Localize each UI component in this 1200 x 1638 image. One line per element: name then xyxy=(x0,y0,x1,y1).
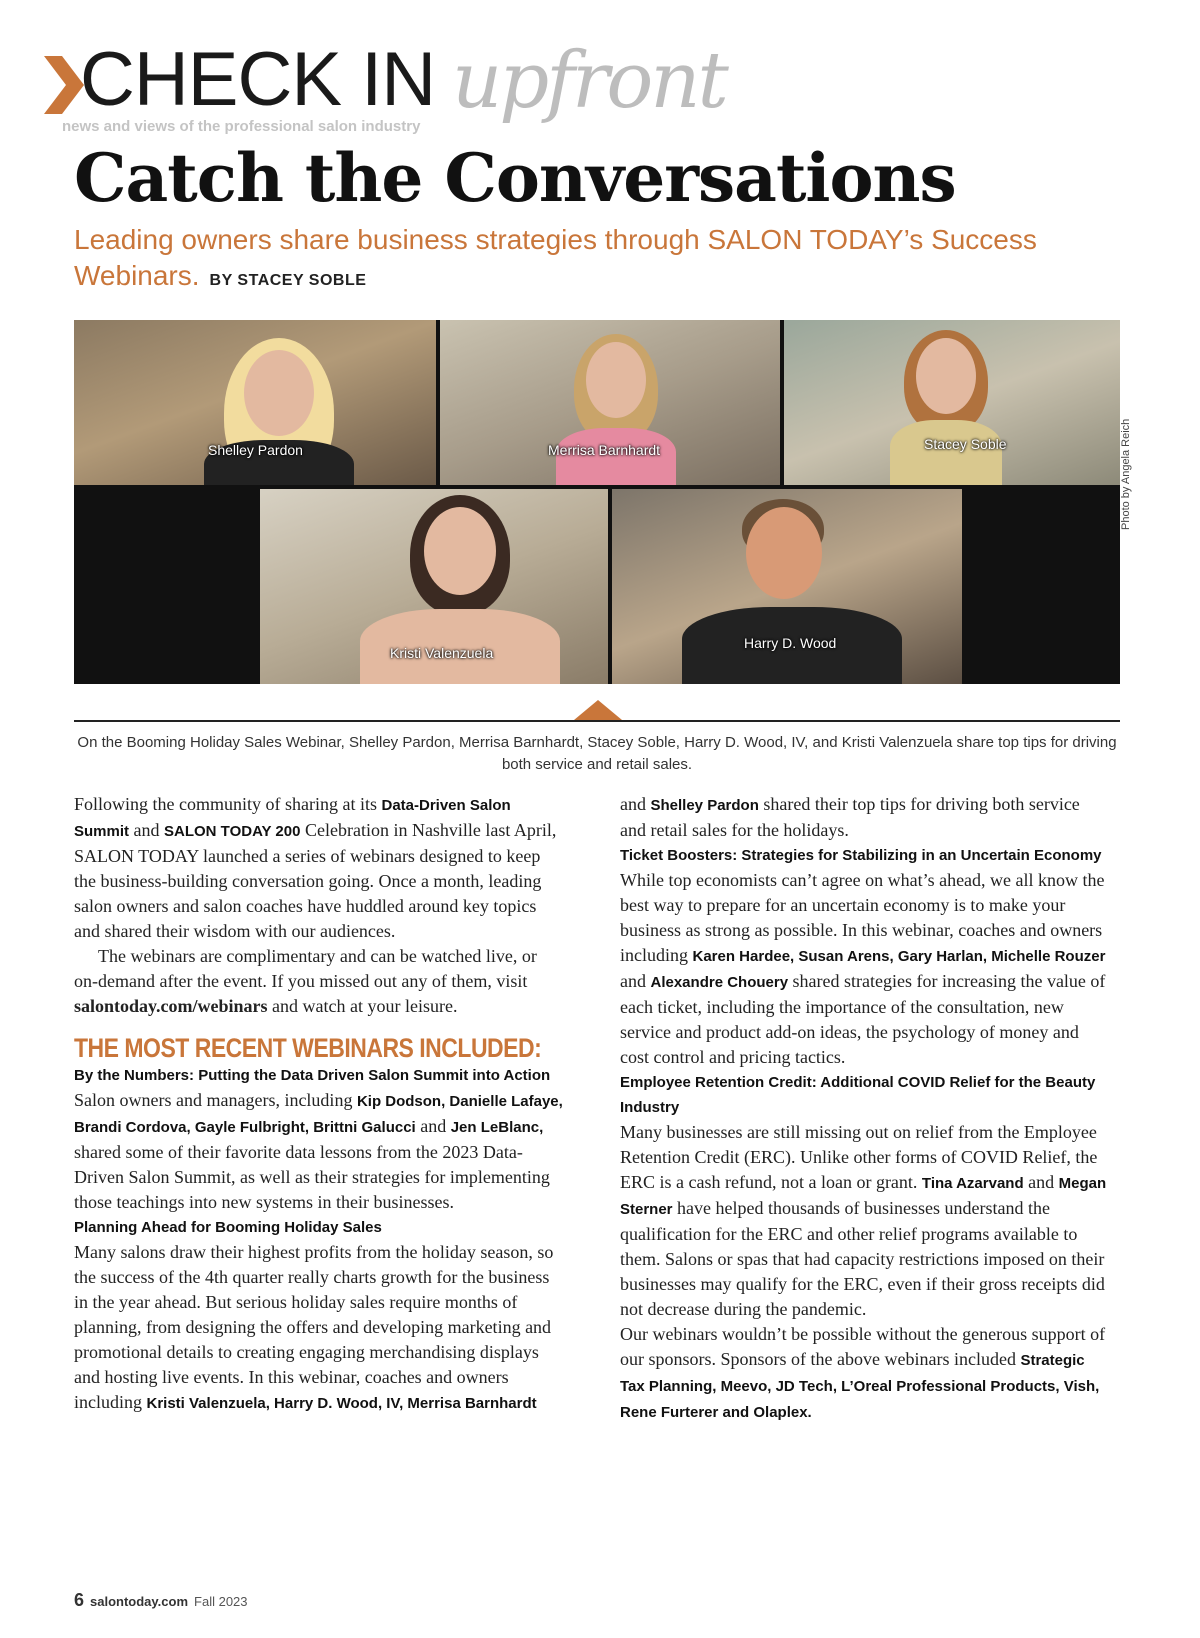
photo-caption: On the Booming Holiday Sales Webinar, Shelley Pardon, Merrisa Barnhardt, Stacey Soble, Harry D. Wood, IV, and Kristi Valenzuela share top tips for driving both service and retail sales. xyxy=(77,734,1117,773)
closing-paragraph xyxy=(620,1322,1110,1425)
participant-label: Stacey Soble xyxy=(924,436,1007,452)
page-number: 6 xyxy=(74,1590,85,1610)
text: Celebration in Nashville last April, SALON TODAY launched a series of webinars designed to keep the business-building conversation going. Once a month, leading salon owners and salon coaches have huddled around key topics and shared their wisdom with our audiences. xyxy=(74,820,557,941)
webinar-description-continued xyxy=(620,792,1110,843)
text: Salon owners and managers, including xyxy=(74,1090,357,1110)
text: Many businesses are still missing out on relief from the Employee Retention Credit (ERC). Unlike other forms of COVID Relief, the ERC is a cash refund, not a loan or grant. xyxy=(620,1122,1098,1192)
video-tile-5 xyxy=(612,489,962,684)
text: Many salons draw their highest profits from the holiday season, so the success of the 4th quarter really charts growth for the business in the year ahead. But serious holiday sales require months of planning, from designing the offers and developing marketing and promotional details to creating engaging merchandising displays and hosting live events. In this webinar, coaches and owners including xyxy=(74,1242,554,1412)
masthead xyxy=(44,36,744,135)
text: Following the community of sharing at its xyxy=(74,794,382,814)
text: and xyxy=(129,820,165,840)
section-title: CHECK IN xyxy=(80,37,436,122)
text: and xyxy=(620,794,651,814)
site-name: salontoday.com xyxy=(90,1594,189,1609)
text: and xyxy=(620,971,651,991)
caption-rule xyxy=(74,720,1120,722)
section-heading: THE MOST RECENT WEBINARS INCLUDED: xyxy=(74,1033,542,1063)
speaker-names: Alexandre Chouery xyxy=(650,974,789,991)
video-tile-3 xyxy=(784,320,1120,485)
participant-label: Kristi Valenzuela xyxy=(390,645,494,661)
event-name: Data-Driven Salon Summit xyxy=(74,797,511,840)
text: and watch at your leisure. xyxy=(267,996,458,1016)
page-footer xyxy=(74,1590,248,1611)
article-deck xyxy=(74,222,1104,299)
participant-label: Merrisa Barnhardt xyxy=(548,442,661,458)
text: The webinars are complimentary and can be watched live, or on-demand after the event. If you missed out any of them, visit xyxy=(74,946,537,991)
webinar-description xyxy=(620,1120,1110,1322)
column-right xyxy=(620,792,1110,1425)
section-subtitle: upfront xyxy=(452,36,726,126)
byline: BY STACEY SOBLE xyxy=(209,272,367,289)
text: Our webinars wouldn’t be possible without the generous support of our sponsors. Sponsors of the above webinars included xyxy=(620,1324,1106,1369)
webinar-photo xyxy=(74,320,1120,684)
text: shared their top tips for driving both service and retail sales for the holidays. xyxy=(620,794,1080,840)
column-left xyxy=(74,792,564,1416)
accent-triangle xyxy=(574,700,622,720)
deck-text: Leading owners share business strategies through SALON TODAY’s Success Webinars. xyxy=(74,224,1037,291)
participant-label: Harry D. Wood xyxy=(744,635,837,651)
video-tile-4 xyxy=(260,489,608,684)
speaker-names: Karen Hardee, Susan Arens, Gary Harlan, Michelle Rouzer xyxy=(692,948,1106,965)
text: shared some of their favorite data lessons from the 2023 Data-Driven Salon Summit, as well as their strategies for implementing those teachings into new systems in their businesses. xyxy=(74,1142,550,1212)
webinar-description xyxy=(74,1088,564,1215)
speaker-names: Kip Dodson, Danielle Lafaye, Brandi Cordova, Gayle Fulbright, Brittni Galucci xyxy=(74,1093,563,1136)
issue-date: Fall 2023 xyxy=(194,1594,248,1609)
webinar-title: Ticket Boosters: Strategies for Stabilizing in an Uncertain Economy xyxy=(620,847,1102,864)
text: and xyxy=(1023,1172,1059,1192)
chevron-right-icon xyxy=(44,56,84,114)
event-name: SALON TODAY 200 xyxy=(164,823,301,840)
text: and xyxy=(415,1116,451,1136)
speaker-names: Tina Azarvand xyxy=(921,1175,1024,1192)
video-tile-1 xyxy=(74,320,436,485)
webinars-link[interactable]: salontoday.com/webinars xyxy=(74,996,268,1016)
webinar-description xyxy=(620,868,1110,1070)
webinar-description xyxy=(74,1240,564,1416)
intro-paragraph xyxy=(74,792,564,944)
text: have helped thousands of businesses understand the qualification for the ERC and other relief programs available to them. Salons or spas that had capacity restrictions imposed on their businesses may qualify for the ERC, even if their gross receipts did not decrease during the pandemic. xyxy=(620,1198,1105,1319)
section-tagline: news and views of the professional salon industry xyxy=(62,118,421,135)
speaker-names: Kristi Valenzuela, Harry D. Wood, IV, Merrisa Barnhardt xyxy=(146,1395,537,1412)
webinar-title: Employee Retention Credit: Additional COVID Relief for the Beauty Industry xyxy=(620,1074,1096,1116)
paragraph xyxy=(74,944,564,1019)
participant-label: Shelley Pardon xyxy=(208,442,303,458)
speaker-names: Megan Sterner xyxy=(620,1175,1107,1218)
text: shared strategies for increasing the value of each ticket, including the importance of the consultation, new service and product add-on ideas, the psychology of money and cost control and pricing tactics. xyxy=(620,971,1106,1067)
webinar-title: By the Numbers: Putting the Data Driven Salon Summit into Action xyxy=(74,1067,551,1084)
speaker-names: Shelley Pardon xyxy=(650,797,759,814)
text: While top economists can’t agree on what’s ahead, we all know the best way to prepare for an uncertain economy is to make your business as strong as possible. In this webinar, coaches and owners including xyxy=(620,870,1105,965)
speaker-names: Jen LeBlanc, xyxy=(450,1119,544,1136)
video-tile-2 xyxy=(440,320,780,485)
article-headline: Catch the Conversations xyxy=(74,139,956,217)
sponsor-names: Strategic Tax Planning, Meevo, JD Tech, L’Oreal Professional Products, Vish, Rene Furterer and Olaplex. xyxy=(620,1352,1100,1421)
photo-credit: Photo by Angela Reich xyxy=(1120,418,1132,530)
webinar-title: Planning Ahead for Booming Holiday Sales xyxy=(74,1219,382,1236)
